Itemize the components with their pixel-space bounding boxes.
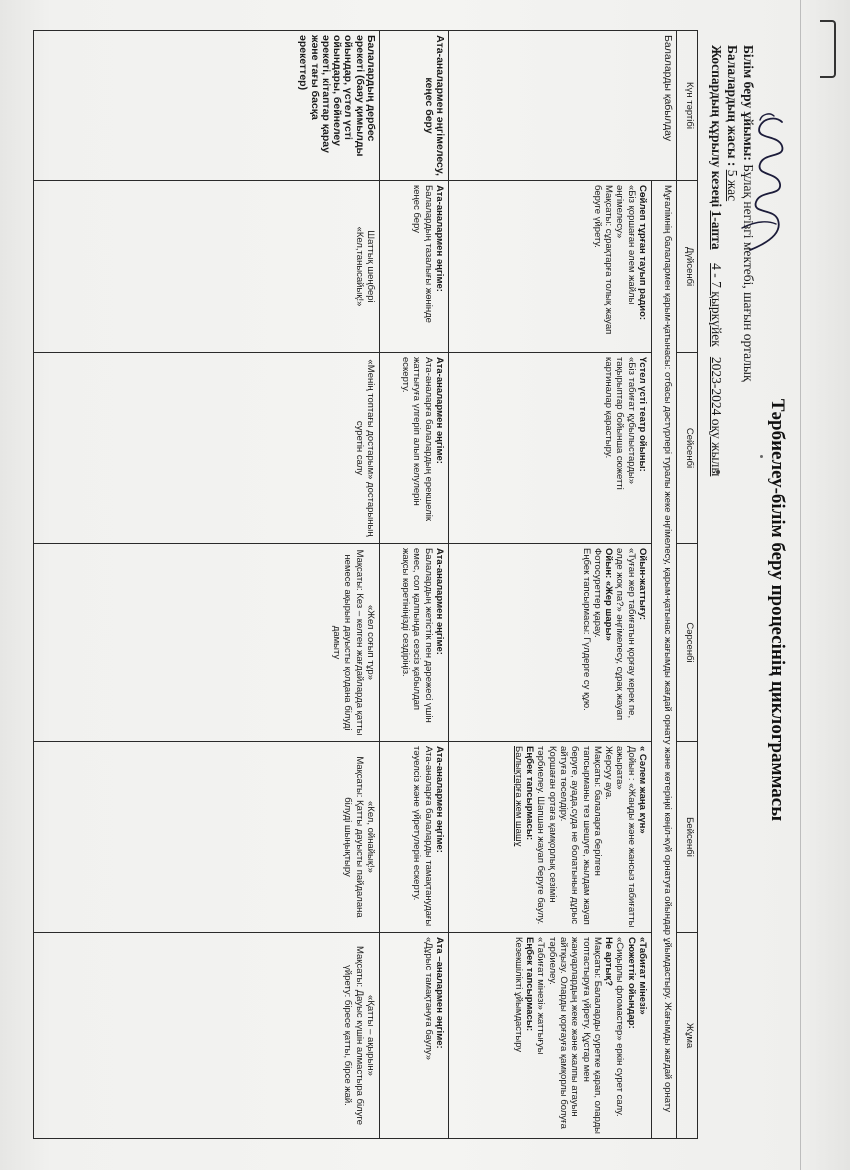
cell-independent-wed <box>34 544 380 742</box>
cell-line: Ата-аналармен әңгіме: <box>434 548 445 655</box>
period-label: Жоспардың құрылу кезеңі <box>709 45 724 208</box>
cell-line: Мақсаты: Кез – келген жағдайларда қатты немесе ақырын дауысты қолдана білуді дамыту <box>331 549 365 736</box>
cell-line: Ата-аналарға балаларды тамақтанудағы тәуелсіз және үйретулерін ескерту. <box>411 746 434 927</box>
cell-activity-thu <box>449 742 652 933</box>
row-label-independent: Балалардың дербес әрекеті (баяу қимылды ойындар, үстел үсті ойындары, бейнелеу әрекеті, кітаптар қарау және тағы басқа әрекеттер) <box>34 31 380 181</box>
cell-line: Фотосуреттер қарау. <box>591 548 603 638</box>
cell-line: Ойын-жаттығу: <box>637 548 648 621</box>
cell-line: Сюжеттік ойындар: <box>625 937 637 1029</box>
cell-activity-fri <box>449 933 652 1139</box>
cell-parents-mon <box>380 181 449 353</box>
cell-line: Үстел үсті театр ойыны: <box>637 357 648 472</box>
cell-line: «Дұрыс тамақтануға баулу» <box>422 937 434 1061</box>
welcome-text-cell <box>652 181 677 1139</box>
cell-line: Ата –аналармен әңгіме: <box>434 937 445 1049</box>
cell-line: Балықтарға жем шашу <box>512 746 524 847</box>
cell-independent-tue <box>34 353 380 544</box>
cell-line: Ойын: «Жер шары» <box>603 548 615 641</box>
org-label: Білім беру ұйымы: <box>741 45 756 161</box>
table-header-row <box>677 31 698 1139</box>
cell-parents-tue <box>380 353 449 544</box>
welcome-text-tail: және көтеріңкі көңіл-күй орнатуға ойындар ұйымдастыру. Жағымды жағдай орнату <box>662 747 673 1113</box>
org-value: Бұлақ негізгі мектебі, шағын орталық <box>741 164 756 382</box>
cell-line: Жерсуу ауа. <box>603 746 615 800</box>
cell-line: Мақсаты: Дауыс күшін алмастыра білуге үйрету: біресе қатты, бірсе жай. <box>342 945 365 1125</box>
table-row <box>380 31 449 1139</box>
cell-line: «Табиғат мінезі» жаттығуы <box>535 937 547 1055</box>
header-cell: Күн тәртібі <box>677 31 698 181</box>
cell-line: Балалардың жетістік пен дәрежесі үшін емес, сол қалпында сезсіз қабылдап жақсы көретініңізді сездіріңіз. <box>400 548 434 723</box>
header-cell: Дүйсенбі <box>677 181 698 353</box>
age-value: 5 жас <box>725 169 740 202</box>
cell-independent-fri <box>34 933 380 1139</box>
cell-line: «Біз табиғат құбылыстарды» тақырыптар бойынша сюжетті картиналар қарастыру. <box>603 357 637 490</box>
period-week: 1-апта <box>709 210 724 250</box>
cell-line: «Менің топтағы достарым» достарының суретін салу <box>353 359 376 537</box>
row-label-welcome: Балаларды қабылдау <box>449 31 677 181</box>
cell-line: Ата-аналармен әңгіме: <box>434 185 445 292</box>
cell-line: «Сиқырлы фломастер» еркін сурет салу. <box>614 937 626 1117</box>
schedule-table <box>33 30 698 1139</box>
cell-parents-thu <box>380 742 449 933</box>
cell-activity-wed <box>449 544 652 742</box>
cell-parents-fri <box>380 933 449 1139</box>
cell-line: Мақсаты: балаларға берілген тапсырманы тез шешуге, жылдам жауап беруге, ауада,суда не болатынын дұрыс айтуға төселдіру. <box>557 746 603 925</box>
cell-line: «Туған жер табиғатын қорғау керек пе, әлде жоқ па?» әңгімелесу, сұрақ жауап <box>614 548 637 721</box>
cell-line: Еңбек тапсырмасы: <box>524 746 536 841</box>
cell-activity-tue <box>449 353 652 544</box>
cell-line: Ата-аналармен әңгіме: <box>434 357 445 464</box>
cell-line: Ата-аналармен әңгіме: <box>434 746 445 853</box>
table-row <box>34 31 380 1139</box>
cell-line: «Жел соғып тұр» <box>365 605 376 680</box>
cell-line: Мақсаты: Балаларды суретке қарап, оларды топтастыруға үйрету. Құстар мен жануарлардың жеке және жалпы атауын айтқызу. Оларды қорғауға қамқорлы болуға тәрбиелеу. <box>546 937 603 1134</box>
cell-parents-wed <box>380 544 449 742</box>
header-cell: Жұма <box>677 933 698 1139</box>
cell-line: Еңбек тапсырмасы: <box>524 937 536 1032</box>
cell-activity-mon <box>449 181 652 353</box>
cell-line: Сөйлеп тұрған тауып радио: <box>637 185 648 321</box>
period-year: 2023-2024 оқу жылы <box>709 356 724 477</box>
cell-line: «Біз қоршаған әлем жайлы әңгімелесу» <box>614 185 637 305</box>
period-dates: 4 - 7 қыркүйек <box>709 263 724 347</box>
cell-line: Қоршаған ортаға қамқорлық сезімін тәрбиелеу. Шапшан жауап беруге баулу. <box>535 746 558 925</box>
cell-line: Мақсаты: Қатты дауысты пайдалана білуді шыңықтыру <box>342 756 365 918</box>
cell-line: « Сәлем жаңа күн» <box>637 746 648 834</box>
cell-independent-mon <box>34 181 380 353</box>
cell-line: Балалардың тазалығы жөнінде кеңес беру <box>411 185 434 323</box>
header-cell: Сәрсенбі <box>677 544 698 742</box>
document-title: Тәрбиелеу-білім беру процесінің циклограммасы <box>767 398 788 822</box>
cell-line: «Қатты – ақырын» <box>365 995 376 1076</box>
header-cell: Бейсенбі <box>677 742 698 933</box>
cell-line: Мақсаты: сұрақтарға толық жауап беруге үйрету. <box>591 185 615 335</box>
cell-line: «Табиғат мінезі» <box>637 937 648 1015</box>
cell-line: Еңбек тапсырмасы: Гүлдерге су құю. <box>580 548 592 711</box>
cell-line: Не артық? <box>603 937 615 987</box>
period-line <box>708 45 724 1125</box>
table-row <box>449 31 652 1139</box>
cell-line: «Кел,танысайық!» <box>353 226 365 307</box>
age-line <box>724 45 740 1125</box>
header-cell: Сейсенбі <box>677 353 698 544</box>
document-header <box>708 45 756 1125</box>
age-label: Балалардың жасы : <box>725 45 740 167</box>
cell-line: Ата-аналарға балалардың ерекшелік жаттығуға үлгеріп алып келулерін ескерту. <box>400 357 434 522</box>
cell-line: «Кел, ойнайық!» <box>365 801 376 873</box>
cell-line: Кезекшілікті ұйымдастыру <box>512 937 524 1053</box>
row-label-parents: Ата-аналармен әңгімелесу, кеңес беру <box>380 31 449 181</box>
cell-independent-thu <box>34 742 380 933</box>
welcome-text: Мұғалімнің балалармен қарым-қатынасы: отбасы дәстүрлері туралы жеке әңгімелесу, қарым-қатынас жағымды жағдай орнату <box>662 185 673 745</box>
cell-line: Дойын : «Жаңды және жансыз табиғатты ажырата» <box>614 746 637 928</box>
org-line <box>740 45 756 1125</box>
cell-line: Шаттық шеңбері <box>365 230 376 303</box>
table-row <box>652 31 677 1139</box>
